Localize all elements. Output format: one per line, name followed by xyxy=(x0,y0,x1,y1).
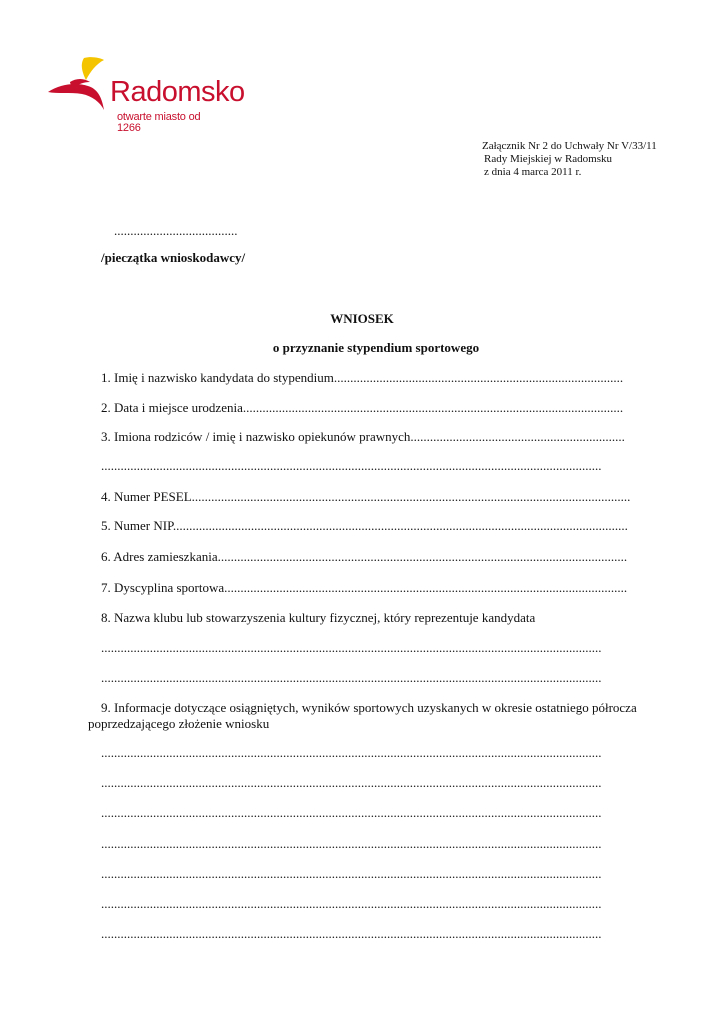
annex-line-2: Rady Miejskiej w Radomsku xyxy=(484,153,613,165)
field-discipline[interactable]: 7. Dyscyplina sportowa............................................................................................................................ xyxy=(101,580,628,595)
field-achievements-label-cont: poprzedzającego złożenie wniosku xyxy=(88,716,270,731)
radomsko-logo xyxy=(46,54,245,134)
field-parents-continued[interactable]: .......................................................................................................................................................... xyxy=(101,458,602,473)
document-subtitle: o przyznanie stypendium sportowego xyxy=(272,340,480,355)
field-address[interactable]: 6. Adres zamieszkania.............................................................................................................................. xyxy=(101,549,628,564)
field-name[interactable]: 1. Imię i nazwisko kandydata do stypendium......................................................................................... xyxy=(101,370,624,385)
document-title: WNIOSEK xyxy=(330,311,394,326)
achievements-line-4[interactable]: .......................................................................................................................................................... xyxy=(101,836,602,851)
logo-tagline: otwarte miasto od 1266 xyxy=(117,111,201,134)
achievements-line-7[interactable]: .......................................................................................................................................................... xyxy=(101,926,602,941)
field-club-line-1[interactable]: .......................................................................................................................................................... xyxy=(101,640,602,655)
achievements-line-5[interactable]: .......................................................................................................................................................... xyxy=(101,866,602,881)
stamp-dots: ...................................... xyxy=(114,223,238,238)
stamp-label: /pieczątka wnioskodawcy/ xyxy=(101,250,246,265)
achievements-line-6[interactable]: .......................................................................................................................................................... xyxy=(101,896,602,911)
annex-line-1: Załącznik Nr 2 do Uchwały Nr V/33/11 xyxy=(482,140,657,152)
achievements-line-1[interactable]: .......................................................................................................................................................... xyxy=(101,745,602,760)
field-nip[interactable]: 5. Numer NIP............................................................................................................................................ xyxy=(101,518,628,533)
field-achievements-label: 9. Informacje dotyczące osiągniętych, wyników sportowych uzyskanych w okresie ostatniego półrocza xyxy=(101,700,637,715)
annex-line-3: z dnia 4 marca 2011 r. xyxy=(484,166,582,178)
achievements-line-2[interactable]: .......................................................................................................................................................... xyxy=(101,775,602,790)
field-club-line-2[interactable]: .......................................................................................................................................................... xyxy=(101,670,602,685)
field-parents[interactable]: 3. Imiona rodziców / imię i nazwisko opiekunów prawnych.................................................................. xyxy=(101,429,625,444)
field-pesel[interactable]: 4. Numer PESEL....................................................................................................................................... xyxy=(101,489,631,504)
achievements-line-3[interactable]: .......................................................................................................................................................... xyxy=(101,805,602,820)
field-birth[interactable]: 2. Data i miejsce urodzenia..................................................................................................................... xyxy=(101,400,624,415)
field-club-label: 8. Nazwa klubu lub stowarzyszenia kultury fizycznej, który reprezentuje kandydata xyxy=(101,610,536,625)
logo-wordmark: Radomsko xyxy=(110,76,245,108)
